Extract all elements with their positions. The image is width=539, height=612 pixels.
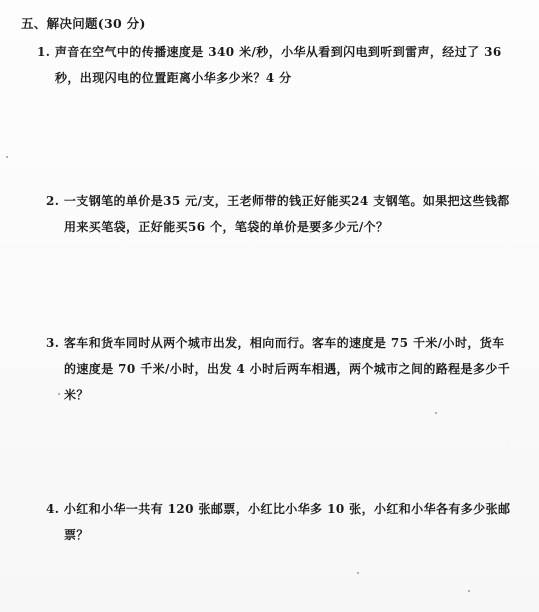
problem-4-line-2: 票？ — [64, 528, 89, 542]
problem-2 — [46, 188, 510, 240]
problem-3-line-2: 的速度是 70 千米/小时，出发 4 小时后两车相遇，两个城市之间的路程是多少千 — [64, 362, 511, 376]
section-heading: 五、解决问题(30 分) — [21, 16, 146, 31]
paper-speck — [435, 412, 437, 414]
problem-3-line-3: 米？ — [64, 388, 89, 402]
paper-speck — [357, 572, 359, 574]
problem-2-line-2: 用来买笔袋，正好能买56 个，笔袋的单价是要多少元/个？ — [64, 220, 389, 234]
paper-speck — [468, 590, 470, 592]
problem-3 — [46, 330, 510, 408]
problem-1 — [37, 39, 502, 91]
problem-3-line-1: 3. 客车和货车同时从两个城市出发，相向而行。客车的速度是 75 千米/小时，货车 — [46, 336, 505, 350]
problem-1-line-2: 秒，出现闪电的位置距离小华多少米？4 分 — [55, 71, 292, 85]
paper-speck — [6, 156, 8, 158]
problem-2-line-1: 2. 一支钢笔的单价是35 元/支，王老师带的钱正好能买24 支钢笔。如果把这些钱都 — [46, 194, 510, 208]
paper-speck — [58, 393, 60, 395]
problem-4-line-1: 4. 小红和小华一共有 120 张邮票，小红比小华多 10 张，小红和小华各有多少张邮 — [46, 502, 511, 516]
problem-1-line-1: 1. 声音在空气中的传播速度是 340 米/秒，小华从看到闪电到听到雷声，经过了 36 — [37, 45, 502, 59]
problem-4 — [46, 496, 510, 548]
